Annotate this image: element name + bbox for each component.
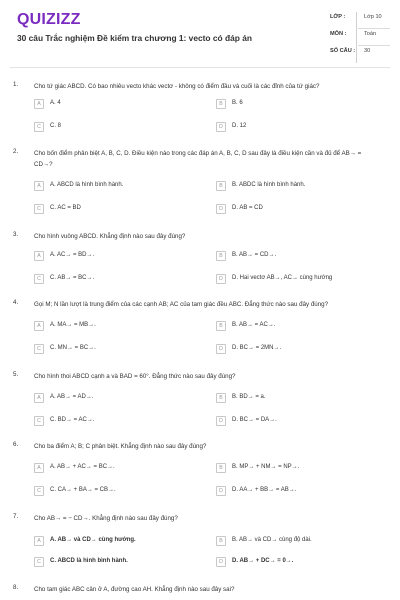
option-letter-box: B [216, 536, 226, 546]
worksheet-title: 30 câu Trắc nghiệm Đề kiểm tra chương 1: vecto có đáp án [17, 33, 252, 43]
question-text: Gọi M; N lần lượt là trung điểm của các cạnh AB; AC của tam giác đều ABC. Đẳng thức nào sau đây đúng? [34, 301, 329, 308]
option-letter-box: B [216, 251, 226, 261]
question-text: Cho tứ giác ABCD. Có bao nhiêu vecto khác vectơ - không có điểm đầu và cuối là các đỉnh của tứ giác? [34, 83, 320, 90]
option-letter-box: B [216, 321, 226, 331]
option-text: A. ABCD là hình bình hành. [50, 182, 124, 188]
option-text: B. ABDC là hình bình hành. [232, 182, 306, 188]
meta-row-subject [324, 29, 390, 46]
option-letter-box: B [216, 463, 226, 473]
option-letter-box: C [34, 204, 44, 214]
question-text: Cho hình vuông ABCD. Khẳng định nào sau đây đúng? [34, 233, 186, 240]
option-letter-box: A [34, 321, 44, 331]
question-number: 8. [13, 584, 19, 591]
option-letter-box: C [34, 274, 44, 284]
question-text: Cho tam giác ABC cân ở A, đường cao AH. Khẳng định nào sau đây sai? [34, 586, 235, 593]
meta-key: SỐ CÂU : [330, 48, 356, 54]
option-text: D. AB→ + DC→ = 0→. [232, 558, 294, 564]
option-text: C. AB→ = BC→. [50, 275, 95, 281]
option-text: D. AB = CD [232, 205, 263, 211]
option-letter-box: B [216, 99, 226, 109]
option-text: D. BC→ = DA→. [232, 417, 277, 423]
option-letter-box: B [216, 393, 226, 403]
option-letter-box: C [34, 344, 44, 354]
option-letter-box: C [34, 416, 44, 426]
option-letter-box: A [34, 393, 44, 403]
option-letter-box: C [34, 557, 44, 567]
meta-value: Lớp 10 [364, 14, 382, 20]
meta-value: Toán [364, 31, 377, 37]
question-text: Cho hình thoi ABCD cạnh a và BAD = 60°. Đẳng thức nào sau đây đúng? [34, 373, 236, 380]
header-divider [10, 67, 390, 68]
question-number: 7. [13, 513, 19, 520]
option-text: B. BD→ = a. [232, 394, 266, 400]
question-number: 4. [13, 299, 19, 306]
option-letter-box: D [216, 204, 226, 214]
option-text: C. AC = BD [50, 205, 81, 211]
option-text: A. AB→ = AD→. [50, 394, 94, 400]
option-text: A. AB→ và CD→ cùng hướng. [50, 537, 136, 543]
option-letter-box: A [34, 99, 44, 109]
question-number: 3. [13, 231, 19, 238]
quizizz-logo[interactable]: QUIZIZZ [17, 11, 81, 28]
option-text: B. AB→ và CD→ cùng độ dài. [232, 537, 312, 543]
option-text: D. 12 [232, 123, 247, 129]
meta-value: 30 [364, 48, 371, 54]
meta-row-count [324, 46, 390, 63]
option-text: A. AC→ = BD→. [50, 252, 95, 258]
meta-key: MÔN : [330, 31, 347, 37]
option-text: C. BD→ = AC→. [50, 417, 95, 423]
meta-key: LỚP : [330, 14, 346, 20]
meta-row-class [324, 12, 390, 29]
option-letter-box: D [216, 557, 226, 567]
worksheet-meta [324, 12, 390, 63]
option-letter-box: C [34, 486, 44, 496]
option-letter-box: A [34, 181, 44, 191]
option-text: D. Hai vectơ AB→, AC→ cùng hướng [232, 275, 333, 281]
option-text: B. 6 [232, 100, 243, 106]
question-text: Cho bốn điểm phân biệt A, B, C, D. Điều kiện nào trong các đáp án A, B, C, D sau đây là điều kiện cần và đủ để AB→ = CD→? [34, 150, 362, 168]
option-letter-box: A [34, 536, 44, 546]
option-letter-box: A [34, 463, 44, 473]
option-letter-box: C [34, 122, 44, 132]
option-text: B. MP→ + NM→ = NP→. [232, 464, 300, 470]
option-text: D. AA→ + BB→ = AB→. [232, 487, 297, 493]
question-number: 5. [13, 371, 19, 378]
option-letter-box: D [216, 274, 226, 284]
option-letter-box: D [216, 416, 226, 426]
option-text: C. CA→ + BA→ = CB→. [50, 487, 116, 493]
option-letter-box: A [34, 251, 44, 261]
option-letter-box: B [216, 181, 226, 191]
option-text: C. 8 [50, 123, 62, 129]
option-letter-box: D [216, 122, 226, 132]
question-number: 1. [13, 81, 19, 88]
question-text: Cho AB→ = − CD→. Khẳng định nào sau đây đúng? [34, 515, 178, 522]
option-letter-box: D [216, 344, 226, 354]
option-text: C. ABCD là hình bình hành. [50, 558, 128, 564]
option-text: A. MA→ = MB→. [50, 322, 96, 328]
option-text: B. AB→ = CD→. [232, 252, 277, 258]
worksheet-header [0, 0, 400, 66]
option-text: A. 4 [50, 100, 61, 106]
option-letter-box: D [216, 486, 226, 496]
question-text: Cho ba điểm A; B; C phân biệt. Khẳng định nào sau đây đúng? [34, 443, 207, 450]
question-number: 2. [13, 148, 19, 155]
option-text: C. MN→ = BC→. [50, 345, 96, 351]
question-number: 6. [13, 441, 19, 448]
option-text: D. BC→ = 2MN→. [232, 345, 282, 351]
option-text: A. AB→ + AC→ = BC→. [50, 464, 115, 470]
option-text: B. AB→ = AC→. [232, 322, 276, 328]
